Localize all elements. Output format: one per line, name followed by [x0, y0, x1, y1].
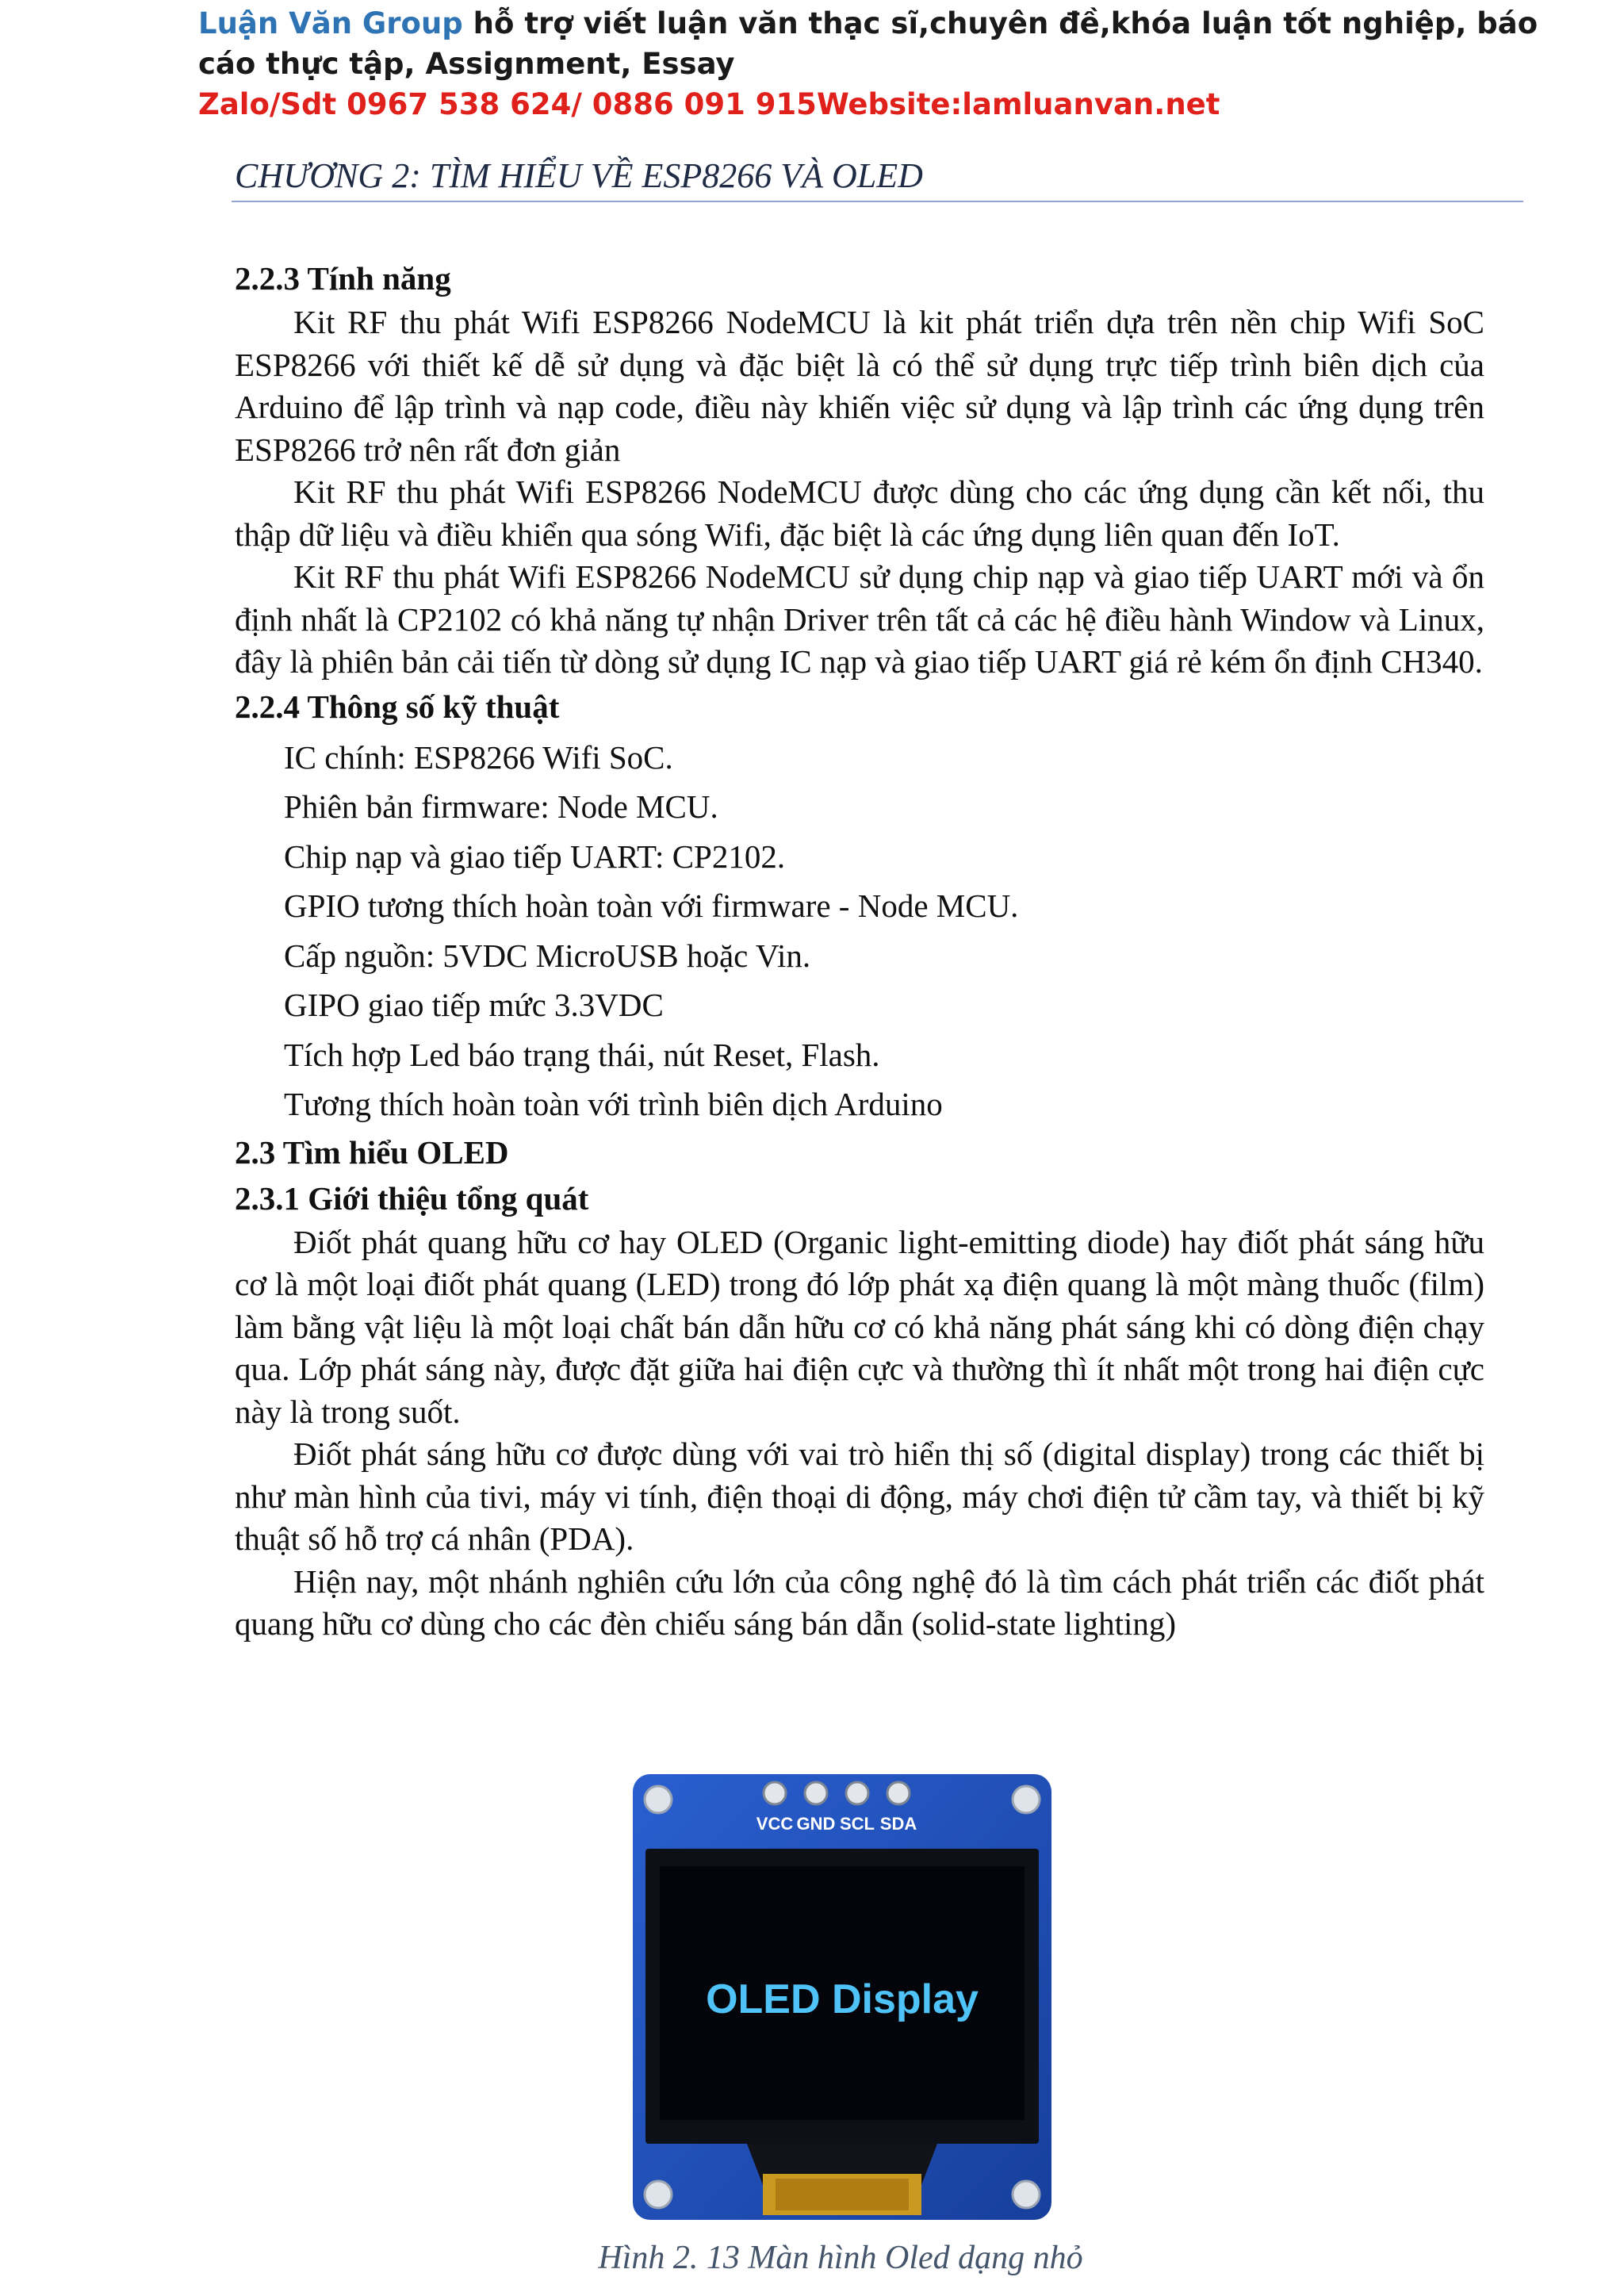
chapter-header: CHƯƠNG 2: TÌM HIỂU VỀ ESP8266 VÀ OLED	[235, 156, 923, 195]
banner-tagline: hỗ trợ viết luận văn thạc sĩ,chuyên đề,khóa luận tốt nghiệp, báo cáo thực tập, Assignment, Essay	[198, 6, 1538, 81]
paragraph: Kit RF thu phát Wifi ESP8266 NodeMCU sử dụng chip nạp và giao tiếp UART mới và ổn định nhất là CP2102 có khả năng tự nhận Driver trên tất cả các hệ điều hành Window và Linux, đây là phiên bản cải tiến từ dòng sử dụng IC nạp và giao tiếp UART giá rẻ kém ổn định CH340.	[235, 558, 1484, 680]
section-heading-features: 2.2.3 Tính năng	[235, 260, 451, 297]
page-body	[235, 255, 1484, 1646]
paragraph: Hiện nay, một nhánh nghiên cứu lớn của công nghệ đó là tìm cách phát triển các điốt phát quang hữu cơ dùng cho các đèn chiếu sáng bán dẫn (solid-state lighting)	[235, 1562, 1484, 1642]
header-divider	[232, 201, 1523, 202]
list-item: Chip nạp và giao tiếp UART: CP2102.	[284, 838, 786, 875]
banner-contact: Zalo/Sdt 0967 538 624/ 0886 091 915	[198, 87, 817, 121]
paragraph: Kit RF thu phát Wifi ESP8266 NodeMCU được dùng cho các ứng dụng cần kết nối, thu thập dữ liệu và điều khiển qua sóng Wifi, đặc biệt là các ứng dụng liên quan đến IoT.	[235, 473, 1484, 553]
list-item: GPIO tương thích hoàn toàn với firmware - Node MCU.	[284, 887, 1019, 924]
oled-screen-text: OLED Display	[706, 1976, 979, 2022]
mounting-hole	[1013, 1786, 1040, 1813]
pin-hole	[805, 1782, 827, 1804]
pin-label-scl: SCL	[840, 1814, 875, 1834]
pin-hole	[887, 1782, 910, 1804]
list-item: Tương thích hoàn toàn với trình biên dịch Arduino	[284, 1086, 943, 1122]
mounting-hole	[645, 2181, 672, 2208]
list-item: GIPO giao tiếp mức 3.3VDC	[284, 987, 664, 1023]
oled-module-figure	[628, 1771, 1056, 2223]
flex-cable-inner	[776, 2179, 909, 2210]
paragraph: Điốt phát quang hữu cơ hay OLED (Organic light-emitting diode) hay điốt phát sáng hữu cơ là một loại điốt phát quang (LED) trong đó lớp phát xạ điện quang là một màng thuốc (film) làm bằng vật liệu là một loại chất bán dẫn hữu cơ có khả năng phát sáng khi có dòng điện chạy qua. Lớp phát sáng này, được đặt giữa hai điện cực và thường thì ít nhất một trong hai điện cực này là trong suốt.	[235, 1223, 1484, 1430]
mounting-hole	[645, 1786, 672, 1813]
section-heading-specs: 2.2.4 Thông số kỹ thuật	[235, 688, 560, 725]
banner-brand: Luận Văn Group	[198, 6, 463, 40]
list-item: Tích hợp Led báo trạng thái, nút Reset, Flash.	[284, 1036, 880, 1073]
section-heading-oled-intro: 2.3.1 Giới thiệu tổng quát	[235, 1179, 589, 1217]
pin-hole	[764, 1782, 786, 1804]
pin-hole	[846, 1782, 868, 1804]
pin-label-gnd: GND	[796, 1814, 836, 1834]
pin-label-vcc: VCC	[756, 1814, 794, 1834]
pin-label-sda: SDA	[879, 1814, 917, 1834]
watermark-banner	[198, 3, 1562, 125]
oled-module-image	[628, 1771, 1056, 2223]
list-item: Phiên bản firmware: Node MCU.	[284, 788, 718, 825]
list-item: Cấp nguồn: 5VDC MicroUSB hoặc Vin.	[284, 937, 811, 974]
figure-caption: Hình 2. 13 Màn hình Oled dạng nhỏ	[598, 2240, 1083, 2276]
section-heading-oled: 2.3 Tìm hiểu OLED	[235, 1133, 509, 1171]
paragraph: Điốt phát sáng hữu cơ được dùng với vai trò hiển thị số (digital display) trong các thiết bị như màn hình của tivi, máy vi tính, điện thoại di động, máy chơi điện tử cầm tay, và thiết bị kỹ thuật số hỗ trợ cá nhân (PDA).	[235, 1435, 1484, 1557]
spec-list	[235, 733, 1484, 1129]
list-item: IC chính: ESP8266 Wifi SoC.	[284, 738, 673, 776]
paragraph: Kit RF thu phát Wifi ESP8266 NodeMCU là kit phát triển dựa trên nền chip Wifi SoC ESP8266 với thiết kế dễ sử dụng và đặc biệt là có thể sử dụng trực tiếp trình biên dịch của Arduino để lập trình và nạp code, điều này khiến việc sử dụng và lập trình các ứng dụng trên ESP8266 trở nên rất đơn giản	[235, 304, 1484, 468]
banner-website: Website:lamluanvan.net	[816, 87, 1220, 121]
mounting-hole	[1013, 2181, 1040, 2208]
